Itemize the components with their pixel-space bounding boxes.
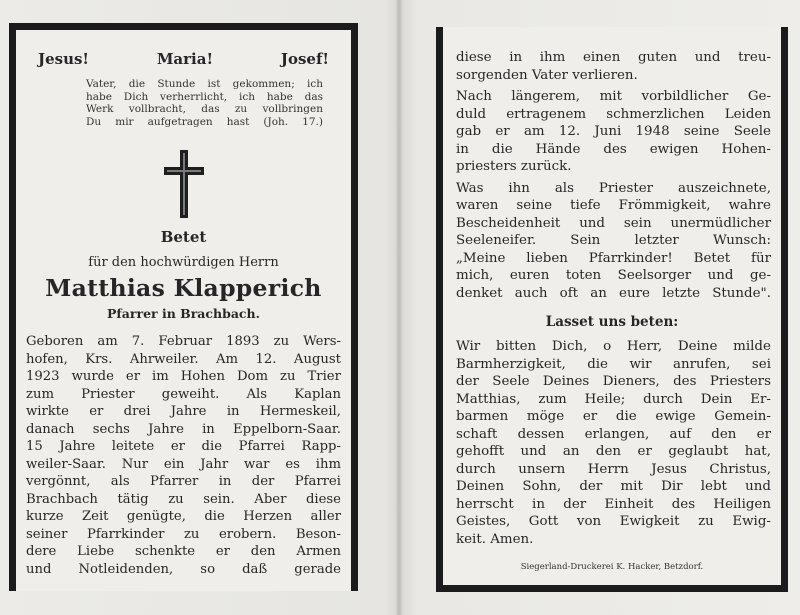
- text-line: dere Liebe schenkte er den Armen: [26, 544, 341, 559]
- invocation-jesus: Jesus!: [38, 50, 90, 68]
- prayer-text: [443, 338, 781, 548]
- text-line: Deinen Sohn, der mit Dir lebt und: [456, 479, 771, 494]
- prayer-heading: Lasset uns beten:: [545, 314, 679, 330]
- heading-betet: Betet: [160, 228, 207, 246]
- biography: [26, 333, 341, 578]
- right-panel: [436, 27, 788, 592]
- quote-line: habe Dich verherrlicht, ich habe das: [86, 90, 323, 103]
- text-line: Nach längerem, mit vorbildlicher Ge-: [456, 89, 771, 104]
- text-line: barmen möge er die ewige Gemein-: [456, 409, 771, 424]
- text-line: priesters zurück.: [456, 159, 572, 174]
- paragraph-character: [443, 180, 781, 303]
- deceased-title: Pfarrer in Brachbach.: [107, 306, 260, 321]
- left-panel: [9, 23, 358, 591]
- text-line: seiner Pfarrkinder zu erobern. Beson-: [26, 526, 341, 542]
- invocation-josef: Josef!: [280, 50, 329, 68]
- text-line: 1923 wurde er im Hohen Dom zu Trier: [26, 369, 341, 384]
- center-fold: [396, 0, 402, 615]
- text-line: zum Priester geweiht. Als Kaplan: [26, 386, 341, 402]
- text-line: wirkte er drei Jahre in Hermeskeil,: [26, 404, 341, 419]
- quote-line: Werk vollbracht, das zu vollbringen: [86, 103, 323, 115]
- text-line: Wir bitten Dich, o Herr, Deine milde: [456, 339, 771, 354]
- text-line: der Seele Deines Dieners, des Priesters: [456, 374, 771, 389]
- text-line: durch unsern Herrn Jesus Christus,: [456, 461, 771, 477]
- paragraph-legacy: [443, 49, 781, 84]
- quote-line: Du mir aufgetragen hast (Joh. 17.): [86, 115, 323, 128]
- text-line: Bescheidenheit und sein unermüdlicher: [456, 215, 771, 231]
- text-line: Geboren am 7. Februar 1893 zu Wers-: [26, 334, 341, 349]
- quote-line: Vater, die Stunde ist gekommen; ich: [86, 78, 323, 90]
- text-line: und Notleidenden, so daß gerade: [26, 561, 341, 577]
- text-line: waren seine tiefe Frömmigkeit, wahre: [456, 198, 771, 213]
- text-line: keit. Amen.: [456, 531, 534, 547]
- text-line: Matthias, zum Heile; durch Dein Er-: [456, 391, 771, 407]
- text-line: hofen, Krs. Ahrweiler. Am 12. August: [26, 351, 341, 367]
- text-line: schaft dessen erlangen, auf den er: [456, 426, 771, 442]
- latin-cross-icon: [164, 150, 204, 218]
- text-line: sorgenden Vater verlieren.: [456, 67, 638, 83]
- deceased-name: Matthias Klapperich: [45, 274, 322, 302]
- text-line: mich, euren toten Seelsorger und ge-: [456, 268, 771, 283]
- text-line: danach sechs Jahre in Eppelborn-Saar.: [26, 421, 341, 437]
- cross-container: [26, 150, 341, 218]
- text-line: Brachbach tätig zu sein. Aber diese: [26, 491, 341, 507]
- text-line: Seeleneifer. Sein letzter Wunsch:: [456, 233, 771, 248]
- text-line: in die Hände des ewigen Hohen-: [456, 141, 771, 157]
- text-line: Was ihn als Priester auszeichnete,: [456, 180, 771, 196]
- invocation-maria: Maria!: [156, 50, 214, 68]
- text-line: denket auch oft an eure letzte Stunde".: [456, 285, 771, 301]
- printer-imprint: Siegerland-Druckerei K. Hacker, Betzdorf.: [520, 562, 704, 572]
- paragraph-death: [443, 88, 781, 176]
- text-line: diese in ihm einen guten und treu-: [456, 50, 771, 65]
- text-line: herrscht in der Einheit des Heiligen: [456, 496, 771, 512]
- text-line: kurze Zeit genügte, die Herzen aller: [26, 509, 341, 524]
- text-line: 15 Jahre leitete er die Pfarrei Rapp-: [26, 439, 341, 454]
- text-line: gab er am 12. Juni 1948 seine Seele: [456, 124, 771, 139]
- text-line: Geistes, Gott von Ewigkeit zu Ewig-: [456, 514, 771, 529]
- scripture-quote: [86, 78, 323, 128]
- text-line: gehofft und an den er geglaubt hat,: [456, 444, 771, 459]
- invocation: [26, 50, 341, 68]
- text-line: weiler-Saar. Nur ein Jahr war es ihm: [26, 456, 341, 472]
- text-line: „Meine lieben Pfarrkinder! Betet für: [456, 250, 771, 266]
- text-line: Barmherzigkeit, die wir anrufen, sei: [456, 356, 771, 372]
- dedication-line: für den hochwürdigen Herrn: [88, 255, 279, 270]
- text-line: duld ertragenem schmerzlichen Leiden: [456, 106, 771, 122]
- text-line: vergönnt, als Pfarrer in der Pfarrei: [26, 474, 341, 489]
